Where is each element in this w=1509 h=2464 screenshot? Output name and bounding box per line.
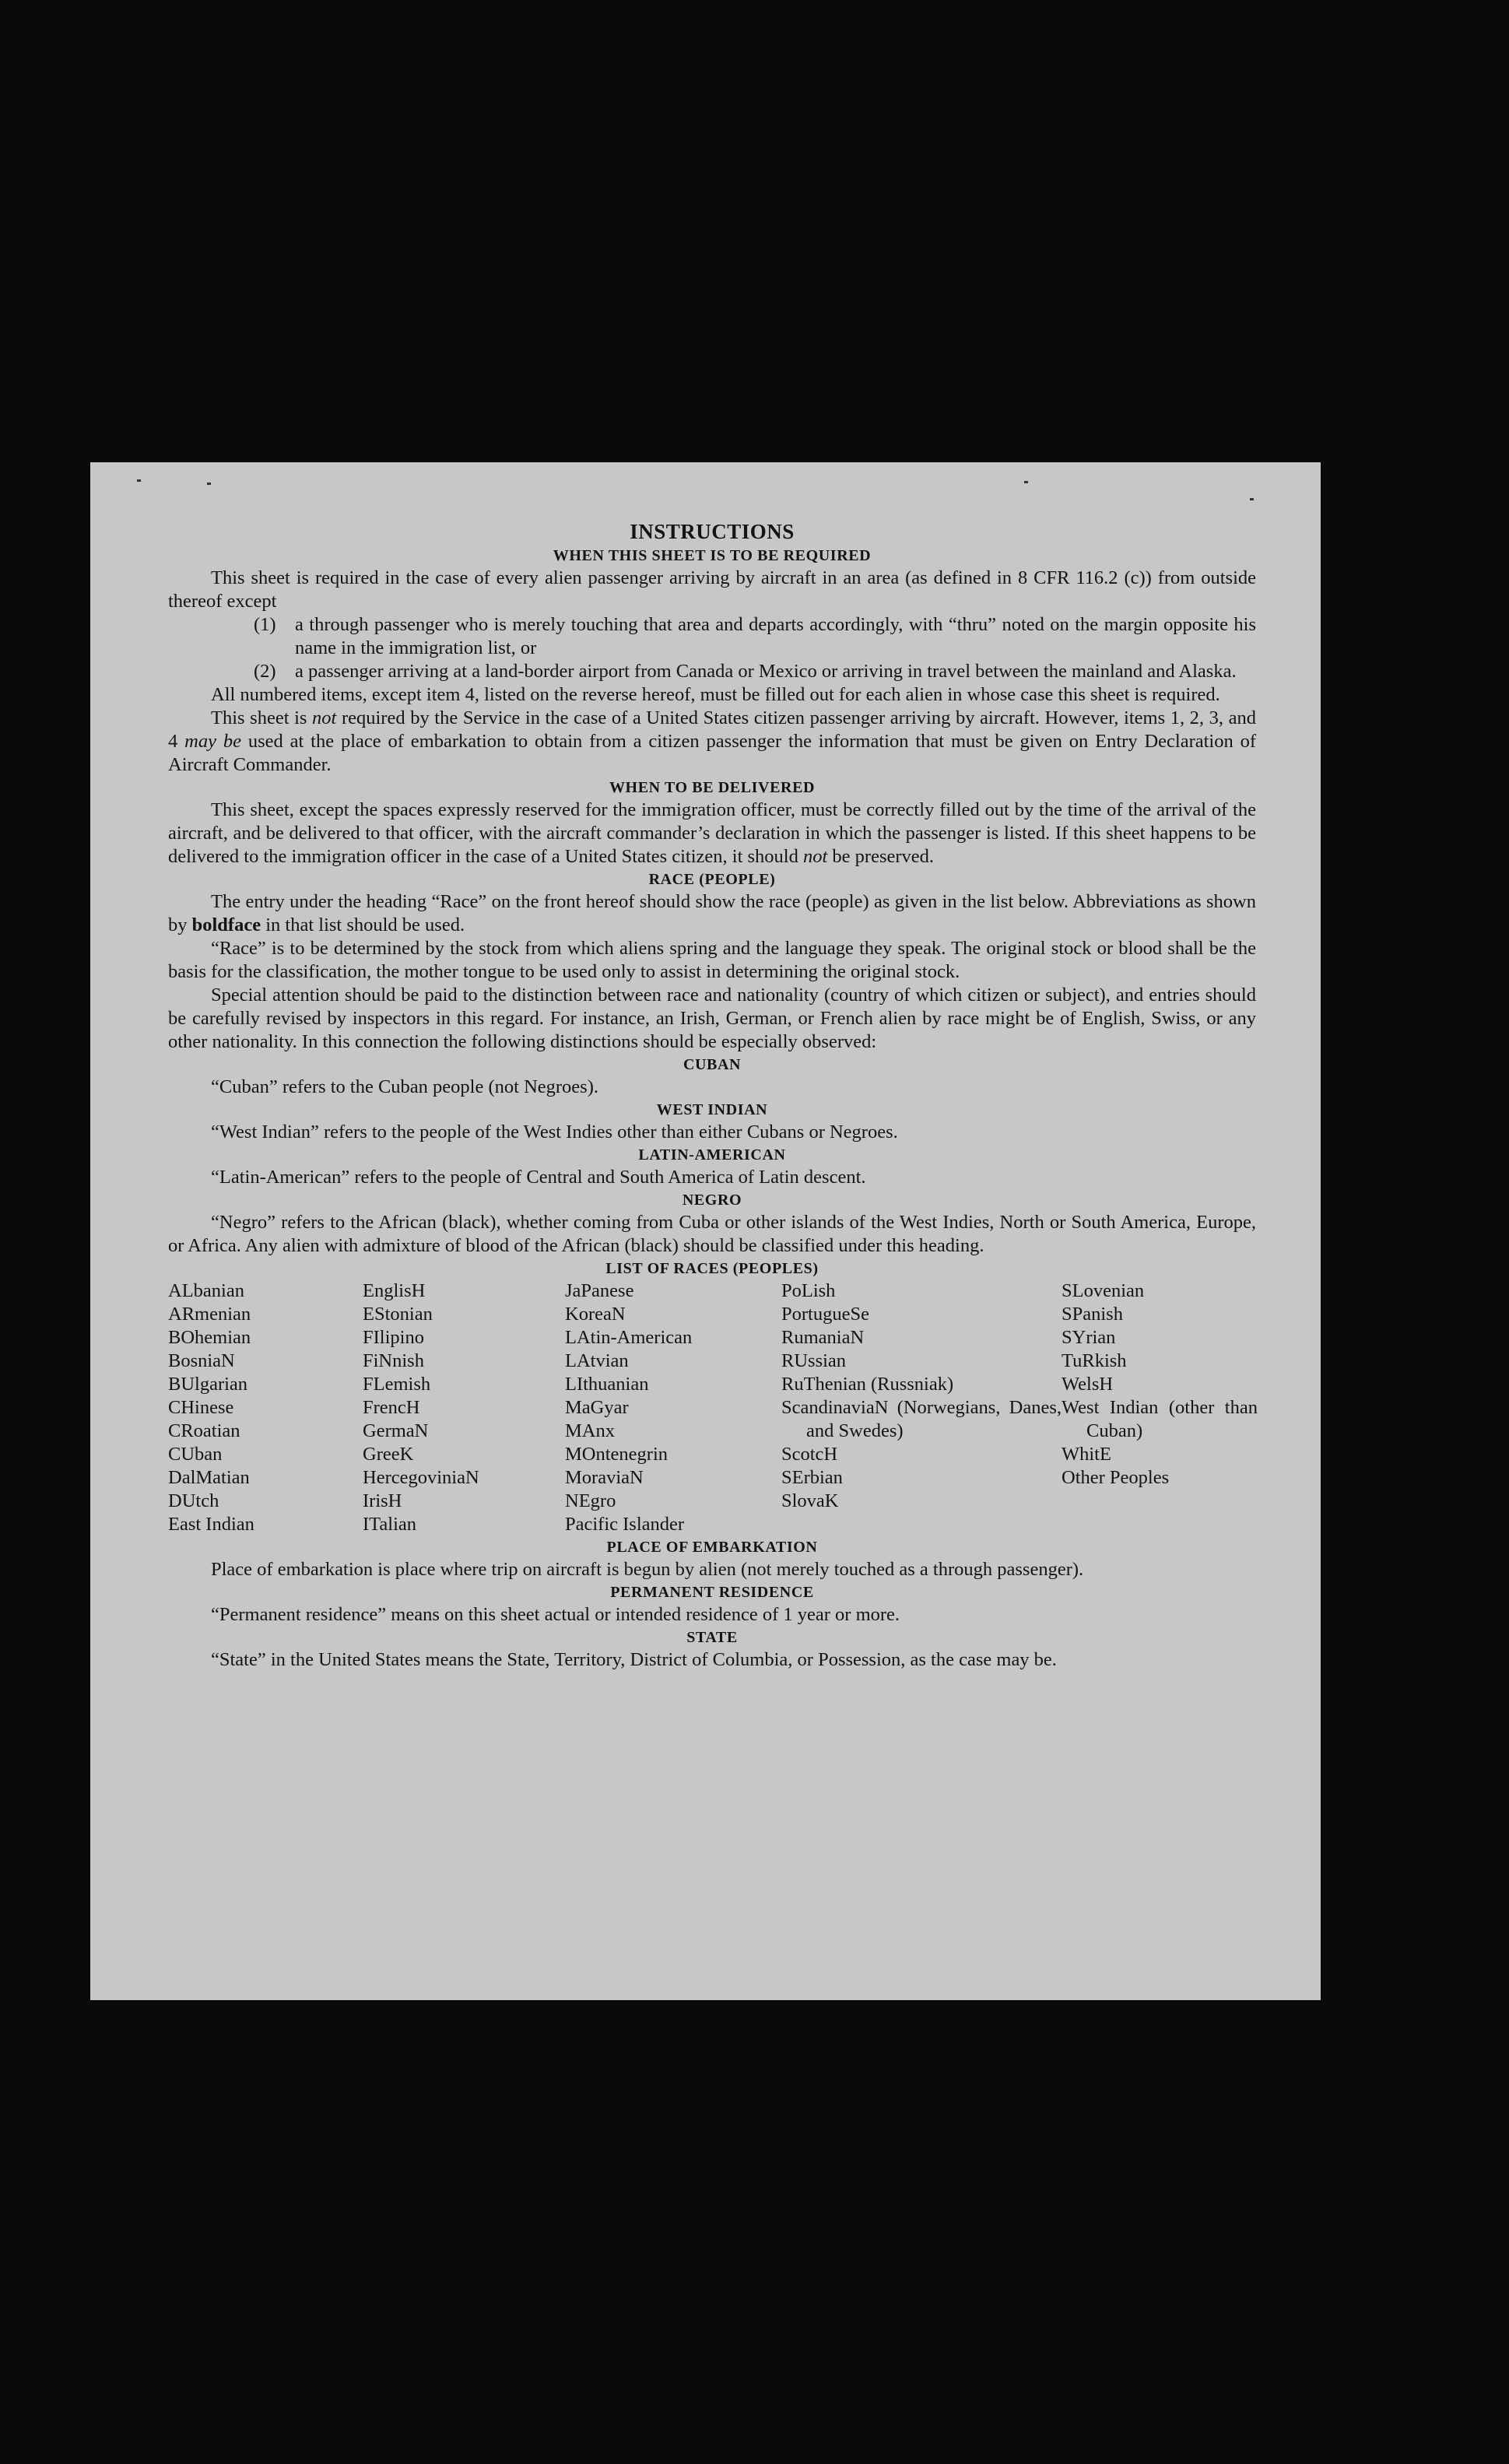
paragraph-latin-american: “Latin-American” refers to the people of Central and South America of Latin descent.	[211, 1167, 866, 1188]
paragraph-state: “State” in the United States means the State, Territory, District of Columbia, or Possession, as the case may be.	[211, 1649, 1057, 1670]
list-item: GermaN	[363, 1420, 429, 1441]
list-item: East Indian	[168, 1514, 254, 1535]
list-item: MOntenegrin	[565, 1444, 668, 1465]
list-item: GreeK	[363, 1444, 414, 1465]
list-item: CHinese	[168, 1397, 234, 1418]
item-text: a through passenger who is merely touching that area and departs accordingly, with “thru” noted on the margin opposite his name in the immigration list, or	[295, 614, 1256, 658]
heading-place-of-embarkation: PLACE OF EMBARKATION	[606, 1539, 818, 1556]
races-list	[168, 1279, 1256, 1536]
list-item: SlovaK	[781, 1490, 839, 1511]
item-number: (1)	[254, 614, 276, 635]
list-item: FiNnish	[363, 1350, 424, 1371]
list-item: LAtin-American	[565, 1327, 693, 1348]
list-item: CUban	[168, 1444, 223, 1465]
exception-item-2	[168, 660, 1256, 683]
heading-state: STATE	[686, 1629, 738, 1646]
list-item: RUssian	[781, 1350, 847, 1371]
list-item: ITalian	[363, 1514, 417, 1535]
heading-when-required: WHEN THIS SHEET IS TO BE REQUIRED	[553, 547, 872, 564]
list-item: SPanish	[1062, 1304, 1123, 1325]
text-run: This sheet, except the spaces expressly reserved for the immigration officer, must be correctly filled out by the time of the arrival of the aircraft, and be delivered to that officer, with the aircraft commander’s declaration in which the passenger is listed. If this sheet happens to be delivered to the immigration officer in the case of a United States citizen, it should	[168, 799, 1256, 867]
list-item: LAtvian	[565, 1350, 629, 1371]
paragraph-negro: “Negro” refers to the African (black), whether coming from Cuba or other islands of the West Indies, North or South America, Europe, or Africa. Any alien with admixture of blood of the African (black) should be classified under this heading.	[168, 1212, 1256, 1256]
races-column	[168, 1279, 363, 1536]
list-item: KoreaN	[565, 1304, 626, 1325]
list-item: SErbian	[781, 1467, 843, 1488]
page-title: INSTRUCTIONS	[630, 520, 795, 543]
item-number: (2)	[254, 661, 276, 682]
text-run: used at the place of embarkation to obtain from a citizen passenger the information that must be given on Entry Declaration of Aircraft Commander.	[168, 731, 1256, 775]
paragraph-race-nationality: Special attention should be paid to the distinction between race and nationality (country of which citizen or subject), and entries should be carefully revised by inspectors in this regard. For instance, an Irish, German, or French alien by race might be of English, Swiss, or any other nationality. In this connection the following distinctions should be especially observed:	[168, 985, 1256, 1052]
heading-when-delivered: WHEN TO BE DELIVERED	[609, 779, 816, 796]
scan-speck	[207, 483, 211, 485]
list-item: ALbanian	[168, 1280, 244, 1301]
paragraph-delivery	[168, 799, 1256, 869]
list-item: PoLish	[781, 1280, 836, 1301]
list-item: Other Peoples	[1062, 1467, 1170, 1488]
heading-permanent-residence: PERMANENT RESIDENCE	[610, 1584, 814, 1601]
list-item: SLovenian	[1062, 1280, 1145, 1301]
races-column	[1062, 1279, 1258, 1536]
list-item: BUlgarian	[168, 1374, 248, 1395]
scan-speck	[1024, 481, 1028, 483]
heading-west-indian: WEST INDIAN	[656, 1101, 768, 1118]
instruction-sheet	[90, 462, 1321, 2000]
list-item: FLemish	[363, 1374, 431, 1395]
list-item: RuThenian (Russniak)	[781, 1374, 954, 1395]
emphasis-text: not	[802, 846, 828, 867]
list-item: NEgro	[565, 1490, 616, 1511]
text-run: The entry under the heading “Race” on the front hereof should show the race (people) as given in the list below. Abbreviations as shown by	[168, 891, 1256, 935]
list-item: RumaniaN	[781, 1327, 865, 1348]
text-run: be preserved.	[832, 846, 935, 867]
list-item: TuRkish	[1062, 1350, 1127, 1371]
text-run: in that list should be used.	[265, 914, 465, 935]
list-item: PortugueSe	[781, 1304, 869, 1325]
list-item: FIlipino	[363, 1327, 424, 1348]
list-item: MoraviaN	[565, 1467, 644, 1488]
paragraph-race-entry	[168, 890, 1256, 937]
list-item: BosniaN	[168, 1350, 235, 1371]
list-item: ARmenian	[168, 1304, 251, 1325]
heading-negro: NEGRO	[682, 1192, 742, 1209]
text-run: required by the Service in the case of a United States citizen passenger arriving by aircraft. However, items 1, 2, 3, and 4	[168, 707, 1257, 752]
bold-text: boldface	[191, 914, 261, 935]
list-item: EStonian	[363, 1304, 433, 1325]
list-item: ScotcH	[781, 1444, 838, 1465]
list-item: West Indian (other than Cuban)	[1062, 1397, 1258, 1441]
exception-item-1	[168, 613, 1256, 660]
scan-speck	[137, 479, 141, 482]
list-item: FrencH	[363, 1397, 420, 1418]
paragraph-citizen	[168, 707, 1256, 777]
races-column	[363, 1279, 565, 1536]
list-item: WelsH	[1062, 1374, 1114, 1395]
list-item: CRoatian	[168, 1420, 240, 1441]
races-column	[781, 1279, 1062, 1536]
list-item: DalMatian	[168, 1467, 250, 1488]
list-item: EnglisH	[363, 1280, 426, 1301]
list-item: BOhemian	[168, 1327, 251, 1348]
list-item: LIthuanian	[565, 1374, 649, 1395]
list-item: MaGyar	[565, 1397, 629, 1418]
heading-latin-american: LATIN-AMERICAN	[638, 1146, 786, 1164]
races-column	[565, 1279, 781, 1536]
paragraph-race-definition: “Race” is to be determined by the stock from which aliens spring and the language they speak. The original stock or blood shall be the basis for the classification, the mother tongue to be used only to assist in determining the original stock.	[168, 938, 1256, 982]
paragraph-cuban: “Cuban” refers to the Cuban people (not Negroes).	[211, 1076, 598, 1097]
text-run: This sheet is	[211, 707, 307, 728]
list-item: JaPanese	[565, 1280, 634, 1301]
emphasis-text: not	[312, 707, 337, 728]
paragraph-required-intro: This sheet is required in the case of every alien passenger arriving by aircraft in an area (as defined in 8 CFR 116.2 (c)) from outside thereof except	[168, 567, 1256, 612]
heading-cuban: CUBAN	[683, 1056, 742, 1073]
list-item: ScandinaviaN (Norwegians, Danes, and Swedes)	[781, 1397, 1062, 1441]
paragraph-residence: “Permanent residence” means on this sheet actual or intended residence of 1 year or more.	[211, 1604, 900, 1625]
list-item: SYrian	[1062, 1327, 1116, 1348]
paragraph-numbered-items: All numbered items, except item 4, listed on the reverse hereof, must be filled out for each alien in whose case this sheet is required.	[211, 684, 1220, 705]
emphasis-text: may be	[184, 731, 241, 752]
heading-race: RACE (PEOPLE)	[648, 871, 776, 888]
heading-list-of-races: LIST OF RACES (PEOPLES)	[605, 1260, 819, 1277]
list-item: WhitE	[1062, 1444, 1111, 1465]
list-item: HercegoviniaN	[363, 1467, 479, 1488]
paragraph-embarkation: Place of embarkation is place where trip on aircraft is begun by alien (not merely touched as a through passenger).	[211, 1559, 1084, 1580]
paragraph-west-indian: “West Indian” refers to the people of the West Indies other than either Cubans or Negroes.	[211, 1121, 898, 1142]
list-item: IrisH	[363, 1490, 402, 1511]
list-item: MAnx	[565, 1420, 615, 1441]
list-item: DUtch	[168, 1490, 219, 1511]
scan-speck	[1250, 498, 1254, 500]
item-text: a passenger arriving at a land-border airport from Canada or Mexico or arriving in travel between the mainland and Alaska.	[295, 661, 1237, 682]
list-item: Pacific Islander	[565, 1514, 685, 1535]
